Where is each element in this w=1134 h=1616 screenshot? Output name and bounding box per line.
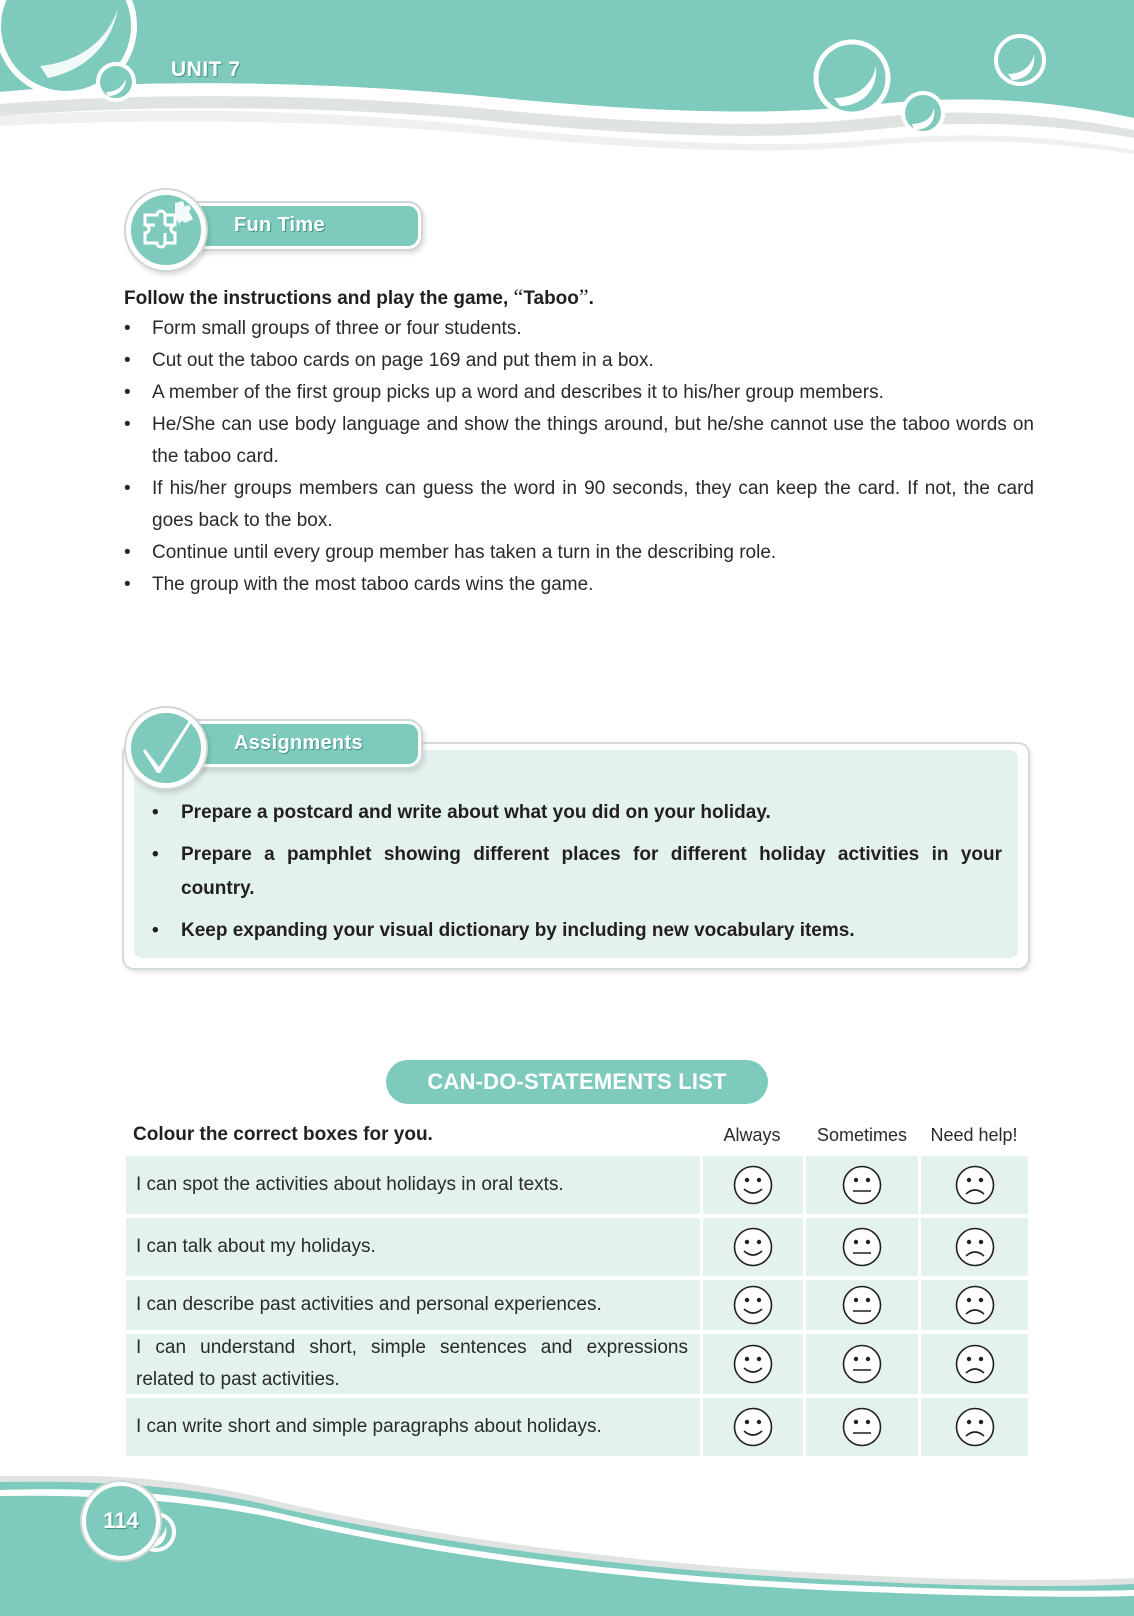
column-header-need-help: Need help! — [930, 1125, 1018, 1145]
neutral-face-icon — [841, 1343, 883, 1385]
assignments-title: Assignments — [234, 732, 363, 754]
list-item: • Form small groups of three or four students. — [124, 313, 1034, 345]
rating-cell-always[interactable] — [703, 1156, 803, 1214]
unit-title: UNIT 7 — [171, 58, 241, 81]
rating-cell-need-help[interactable] — [921, 1156, 1028, 1214]
column-header-sometimes: Sometimes — [816, 1125, 908, 1145]
sad-face-icon — [954, 1284, 996, 1326]
rating-cell-need-help[interactable] — [921, 1280, 1028, 1330]
sad-face-icon — [954, 1406, 996, 1448]
can-do-banner — [386, 1060, 768, 1104]
game-name: Taboo — [523, 288, 579, 309]
rating-cell-always[interactable] — [703, 1334, 803, 1394]
rating-cell-sometimes[interactable] — [806, 1334, 918, 1394]
column-header-always: Always — [723, 1125, 781, 1145]
smiling-face-icon — [732, 1164, 774, 1206]
instructions-prefix: Follow the instructions and play the game, — [124, 288, 514, 309]
close-quote: ” — [578, 284, 589, 309]
smiling-face-icon — [732, 1343, 774, 1385]
can-do-statement: I can understand short, simple sentences and expressions related to past activities. — [136, 1337, 688, 1390]
rating-cell-always[interactable] — [703, 1280, 803, 1330]
sad-face-icon — [954, 1343, 996, 1385]
rating-cell-always[interactable] — [703, 1398, 803, 1456]
list-item: • Continue until every group member has taken a turn in the describing role. — [124, 537, 1034, 569]
table-row — [126, 1280, 700, 1330]
list-item: • The group with the most taboo cards wins the game. — [124, 569, 1034, 601]
rating-cell-need-help[interactable] — [921, 1218, 1028, 1276]
rating-cell-need-help[interactable] — [921, 1334, 1028, 1394]
instructions-title — [124, 284, 594, 310]
period: . — [588, 288, 594, 309]
fun-time-tab — [178, 206, 418, 246]
list-item: • Cut out the taboo cards on page 169 and put them in a box. — [124, 345, 1034, 377]
sad-face-icon — [954, 1226, 996, 1268]
page-number-badge — [82, 1482, 160, 1560]
fun-time-badge — [126, 190, 206, 270]
rating-cell-sometimes[interactable] — [806, 1398, 918, 1456]
list-item: • Keep expanding your visual dictionary by including new vocabulary items. — [152, 914, 1002, 948]
list-item: • He/She can use body language and show the things around, but he/she cannot use the taboo words on the taboo card. — [124, 409, 1034, 473]
list-item: • A member of the first group picks up a word and describes it to his/her group members. — [124, 377, 1034, 409]
neutral-face-icon — [841, 1406, 883, 1448]
neutral-face-icon — [841, 1164, 883, 1206]
table-row — [126, 1156, 700, 1214]
list-item: • If his/her groups members can guess the word in 90 seconds, they can keep the card. If not, the card goes back to the box. — [124, 473, 1034, 537]
checkmark-icon — [131, 713, 201, 783]
instruction-list — [124, 313, 1034, 601]
footer-banner — [0, 1476, 1134, 1616]
list-item: • Prepare a pamphlet showing different places for different holiday activities in your country. — [152, 838, 1002, 906]
rating-cell-sometimes[interactable] — [806, 1156, 918, 1214]
can-do-title: CAN-DO-STATEMENTS LIST — [427, 1069, 727, 1094]
table-row — [126, 1398, 700, 1456]
assignments-badge — [126, 708, 206, 788]
fun-time-title: Fun Time — [234, 214, 325, 236]
sad-face-icon — [954, 1164, 996, 1206]
neutral-face-icon — [841, 1226, 883, 1268]
rating-cell-sometimes[interactable] — [806, 1280, 918, 1330]
rating-cell-sometimes[interactable] — [806, 1218, 918, 1276]
neutral-face-icon — [841, 1284, 883, 1326]
can-do-statement: I can talk about my holidays. — [136, 1236, 376, 1257]
assignment-list — [152, 796, 1002, 956]
smiling-face-icon — [732, 1284, 774, 1326]
assignments-tab — [178, 724, 418, 764]
can-do-statement: I can write short and simple paragraphs about holidays. — [136, 1416, 602, 1437]
can-do-instruction: Colour the correct boxes for you. — [133, 1124, 433, 1145]
rating-cell-always[interactable] — [703, 1218, 803, 1276]
list-item: • Prepare a postcard and write about what you did on your holiday. — [152, 796, 1002, 830]
smiling-face-icon — [732, 1226, 774, 1268]
puzzle-icon — [131, 195, 201, 265]
smiling-face-icon — [732, 1406, 774, 1448]
can-do-statement: I can spot the activities about holidays in oral texts. — [136, 1174, 564, 1195]
can-do-statement: I can describe past activities and personal experiences. — [136, 1294, 602, 1315]
page-number: 114 — [103, 1508, 139, 1533]
table-row — [126, 1218, 700, 1276]
open-quote: “ — [513, 284, 524, 309]
rating-cell-need-help[interactable] — [921, 1398, 1028, 1456]
table-row — [126, 1334, 700, 1394]
header-banner — [0, 0, 1134, 170]
